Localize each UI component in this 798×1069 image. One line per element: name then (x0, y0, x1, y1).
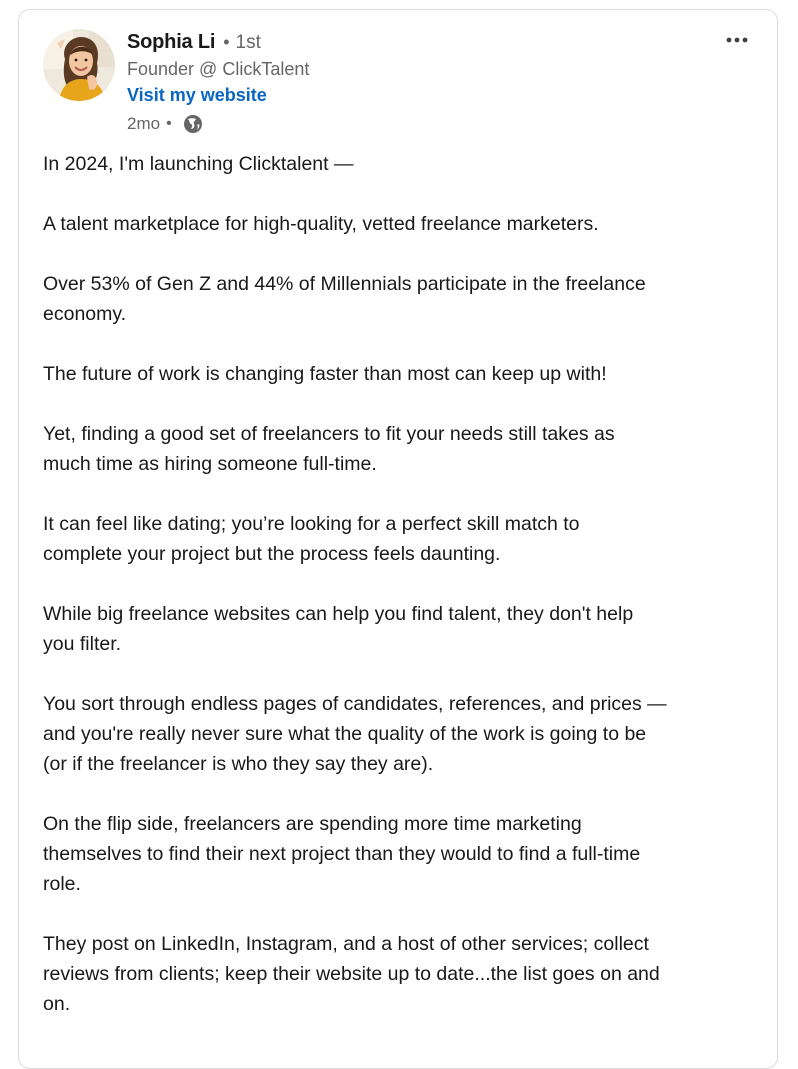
post-paragraph: A talent marketplace for high-quality, vetted freelance marketers. (43, 213, 599, 235)
post-paragraph: It can feel like dating; you’re looking for a perfect skill match to complete your project but the process feels daunting. (43, 513, 580, 565)
meta-separator: • (166, 115, 172, 132)
post-paragraph: In 2024, I'm launching Clicktalent — (43, 153, 354, 175)
globe-icon (182, 113, 204, 135)
visit-website-link[interactable]: Visit my website (127, 85, 267, 105)
more-options-icon (725, 36, 749, 44)
post-paragraph: While big freelance websites can help you find talent, they don't help you filter. (43, 603, 634, 655)
post-paragraph: On the flip side, freelancers are spending more time marketing themselves to find their next project than they would to find a full-time role. (43, 813, 641, 895)
post-meta (127, 112, 204, 136)
post-paragraph: You sort through endless pages of candidates, references, and prices — and you're really never sure what the quality of the work is going to be (or if the freelancer is who they say they are). (43, 693, 667, 775)
connection-degree: 1st (235, 32, 261, 53)
more-options-button[interactable] (722, 28, 752, 52)
post-body (43, 149, 755, 1049)
author-name[interactable]: Sophia Li (127, 31, 216, 53)
author-headline: Founder @ ClickTalent (127, 59, 310, 79)
author-line (127, 31, 261, 55)
avatar[interactable] (43, 29, 115, 101)
post-paragraph: The future of work is changing faster than most can keep up with! (43, 363, 607, 385)
degree-separator: • (223, 32, 230, 52)
post-age: 2mo (127, 114, 161, 133)
avatar-photo (43, 29, 115, 101)
post-paragraph: Over 53% of Gen Z and 44% of Millennials participate in the freelance economy. (43, 273, 646, 325)
post-paragraph: They post on LinkedIn, Instagram, and a host of other services; collect reviews from clients; keep their website up to date...the list goes on and on. (43, 933, 660, 1015)
post-paragraph: Yet, finding a good set of freelancers to fit your needs still takes as much time as hiring someone full-time. (43, 423, 615, 475)
